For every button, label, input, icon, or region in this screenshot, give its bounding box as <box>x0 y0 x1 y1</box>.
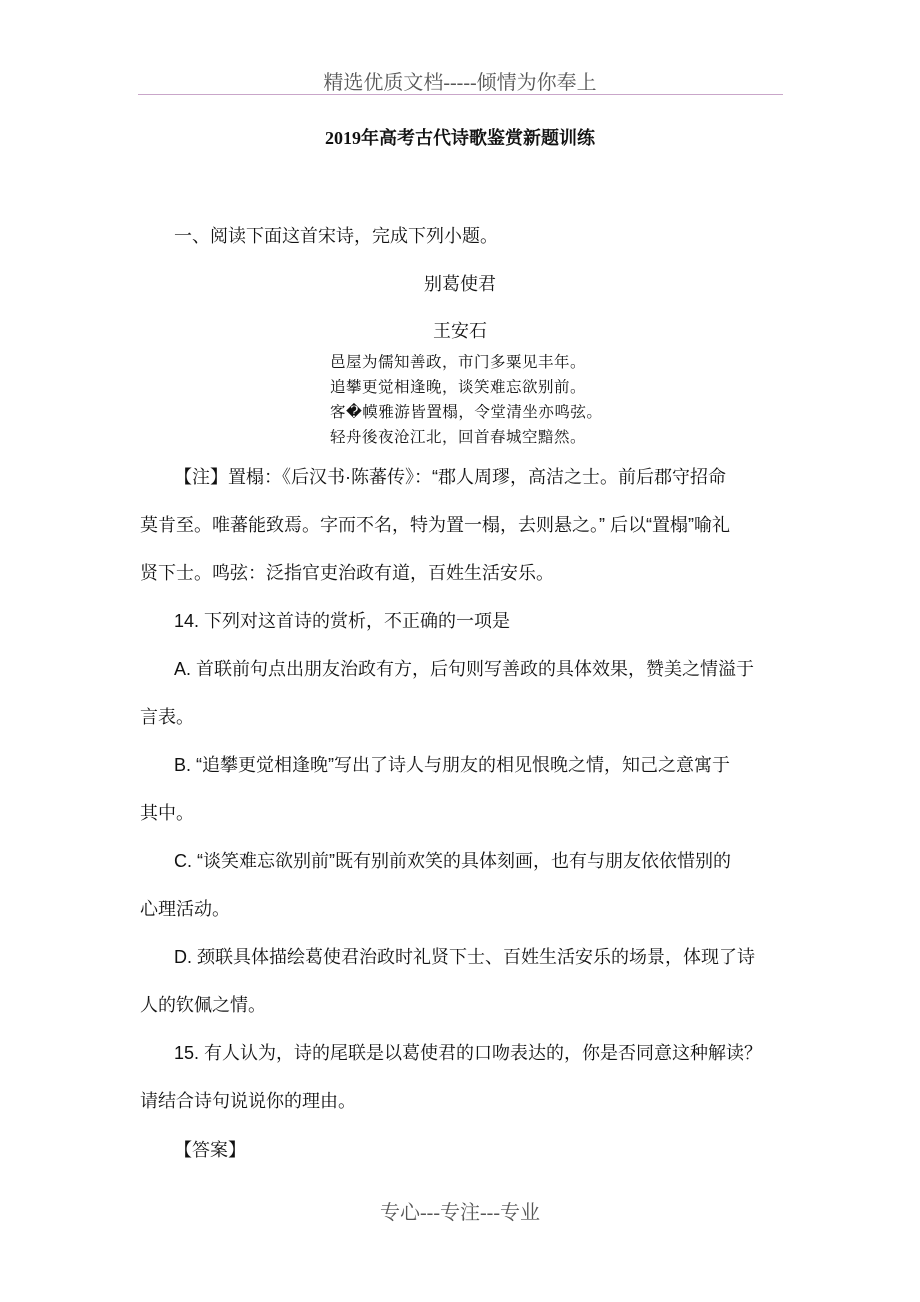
poem-title: 别葛使君 <box>424 274 496 294</box>
poem-author: 王安石 <box>433 321 487 341</box>
poem-line: 客�幙雅游皆置榻，令堂清坐亦鸣弦。 <box>330 404 603 421</box>
poem-line: 追攀更觉相逢晚，谈笑难忘欲别前。 <box>330 379 587 396</box>
option-d: D. 颈联具体描绘葛使君治政时礼贤下士、百姓生活安乐的场景，体现了诗 <box>174 947 755 967</box>
option-c: C. “谈笑难忘欲别前”既有别前欢笑的具体刻画，也有与朋友依依惜别的 <box>174 851 731 871</box>
note-line: 【注】置榻：《后汉书·陈蕃传》：“郡人周璆，高洁之士。前后郡守招命 <box>174 467 726 487</box>
option-a: A. 首联前句点出朋友治政有方，后句则写善政的具体效果，赞美之情溢于 <box>174 659 755 679</box>
question-15: 15. 有人认为，诗的尾联是以葛使君的口吻表达的，你是否同意这种解读？ <box>174 1043 763 1063</box>
section-heading: 一、阅读下面这首宋诗，完成下列小题。 <box>174 226 498 246</box>
option-a-cont: 言表。 <box>140 707 194 727</box>
note-line: 莫肯至。唯蕃能致焉。字而不名，特为置一榻，去则悬之。” 后以“置榻”喻礼 <box>140 515 730 535</box>
header-divider <box>138 94 783 95</box>
option-b-cont: 其中。 <box>140 803 194 823</box>
document-title: 2019年高考古代诗歌鉴赏新题训练 <box>325 128 595 148</box>
page-footer: 专心---专注---专业 <box>380 1202 540 1224</box>
answer-heading: 【答案】 <box>174 1140 246 1160</box>
question-15-cont: 请结合诗句说说你的理由。 <box>140 1091 356 1111</box>
poem-line: 轻舟後夜沧江北，回首春城空黯然。 <box>330 429 587 446</box>
option-d-cont: 人的钦佩之情。 <box>140 995 266 1015</box>
page-header: 精选优质文档-----倾情为你奉上 <box>323 72 597 94</box>
poem-line: 邑屋为儒知善政，市门多粟见丰年。 <box>330 354 587 371</box>
question-14-stem: 14. 下列对这首诗的赏析，不正确的一项是 <box>174 611 511 631</box>
option-b: B. “追攀更觉相逢晚”写出了诗人与朋友的相见恨晚之情，知己之意寓于 <box>174 755 730 775</box>
note-line: 贤下士。鸣弦：泛指官吏治政有道，百姓生活安乐。 <box>140 563 554 583</box>
option-c-cont: 心理活动。 <box>140 899 230 919</box>
